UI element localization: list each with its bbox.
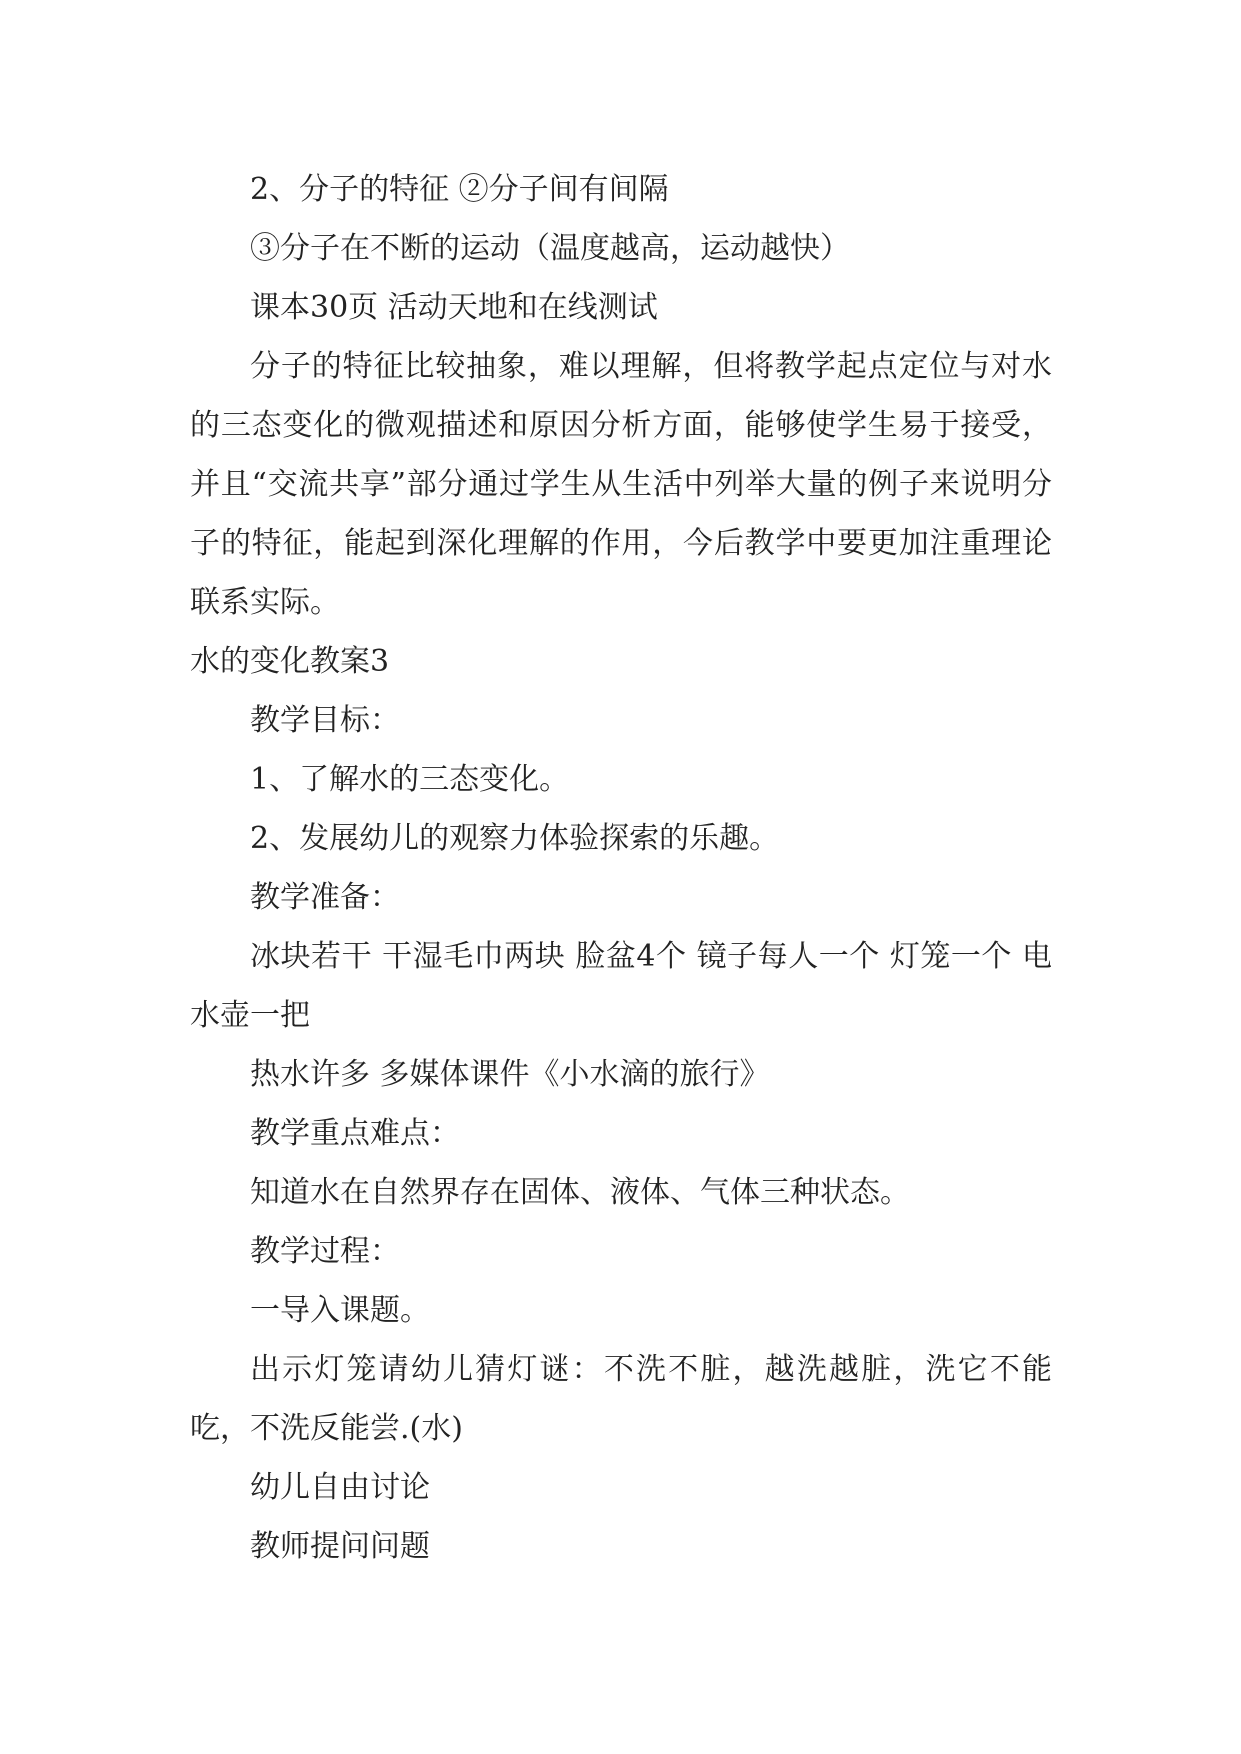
section-title: 水的变化教案3 (190, 644, 390, 679)
heading-teaching-process: 教学过程： (250, 1234, 400, 1269)
document-body (190, 160, 1052, 1576)
goal-item-1: 1、了解水的三态变化。 (250, 762, 570, 797)
paragraph-molecule-feature-motion: ③分子在不断的运动（温度越高，运动越快） (250, 231, 850, 266)
paragraph-molecule-feature-spacing: 2、分子的特征 ②分子间有间隔 (250, 172, 669, 207)
process-riddle: 出示灯笼请幼儿猜灯谜：不洗不脏，越洗越脏，洗它不能吃，不洗反能尝.(水) (190, 1352, 1052, 1446)
process-step-intro: 一导入课题。 (250, 1293, 430, 1328)
process-free-discussion: 幼儿自由讨论 (250, 1470, 430, 1505)
key-difficulties-text: 知道水在自然界存在固体、液体、气体三种状态。 (250, 1175, 910, 1210)
paragraph-textbook-page: 课本30页 活动天地和在线测试 (250, 290, 658, 325)
heading-key-difficulties: 教学重点难点： (250, 1116, 460, 1151)
heading-teaching-goals: 教学目标： (250, 703, 400, 738)
preparation-materials: 冰块若干 干湿毛巾两块 脸盆4个 镜子每人一个 灯笼一个 电水壶一把 (190, 939, 1052, 1033)
heading-teaching-preparation: 教学准备： (250, 880, 400, 915)
preparation-materials-continued: 热水许多 多媒体课件《小水滴的旅行》 (250, 1057, 770, 1092)
goal-item-2: 2、发展幼儿的观察力体验探索的乐趣。 (250, 821, 780, 856)
process-teacher-questions: 教师提问问题 (250, 1529, 430, 1564)
paragraph-teaching-reflection: 分子的特征比较抽象，难以理解，但将教学起点定位与对水的三态变化的微观描述和原因分析方面，能够使学生易于接受，并且“交流共享”部分通过学生从生活中列举大量的例子来说明分子的特征，能起到深化理解的作用，今后教学中要更加注重理论联系实际。 (190, 349, 1052, 620)
